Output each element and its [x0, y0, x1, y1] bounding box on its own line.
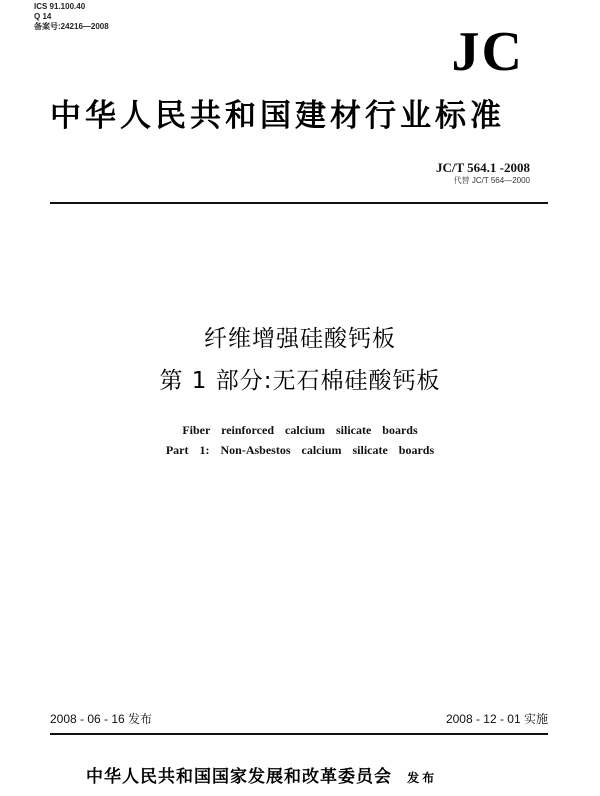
publisher-line: [86, 762, 437, 787]
footer-divider: [50, 733, 548, 735]
standard-category-title: 中华人民共和国建材行业标准: [50, 98, 505, 134]
chinese-title-line-2: 第 1 部分:无石棉硅酸钙板: [159, 368, 441, 394]
effective-date: 2008 - 12 - 01 实施: [445, 712, 548, 726]
issue-label: 发布: [407, 771, 438, 785]
publisher-name: 中华人民共和国国家发展和改革委员会: [86, 767, 392, 787]
document-meta: [34, 2, 109, 32]
filing-number: 备案号:24216—2008: [34, 22, 109, 31]
standard-number: JC/T 564.1 -2008: [435, 160, 530, 175]
standard-number-block: [436, 160, 530, 186]
header-divider: [50, 202, 548, 204]
chinese-title-line-1: 纤维增强硅酸钙板: [204, 326, 396, 352]
publish-date: 2008 - 06 - 16 发布: [50, 712, 153, 726]
replaces-standard: 代替 JC/T 564—2000: [453, 176, 530, 185]
classification-code: Q 14: [34, 12, 52, 21]
english-title-line-2: Part 1: Non-Asbestos calcium silicate boards: [165, 443, 435, 457]
ics-code: ICS 91.100.40: [34, 2, 86, 11]
english-title-line-1: Fiber reinforced calcium silicate boards: [182, 423, 418, 437]
jc-logo: JC: [451, 21, 524, 83]
